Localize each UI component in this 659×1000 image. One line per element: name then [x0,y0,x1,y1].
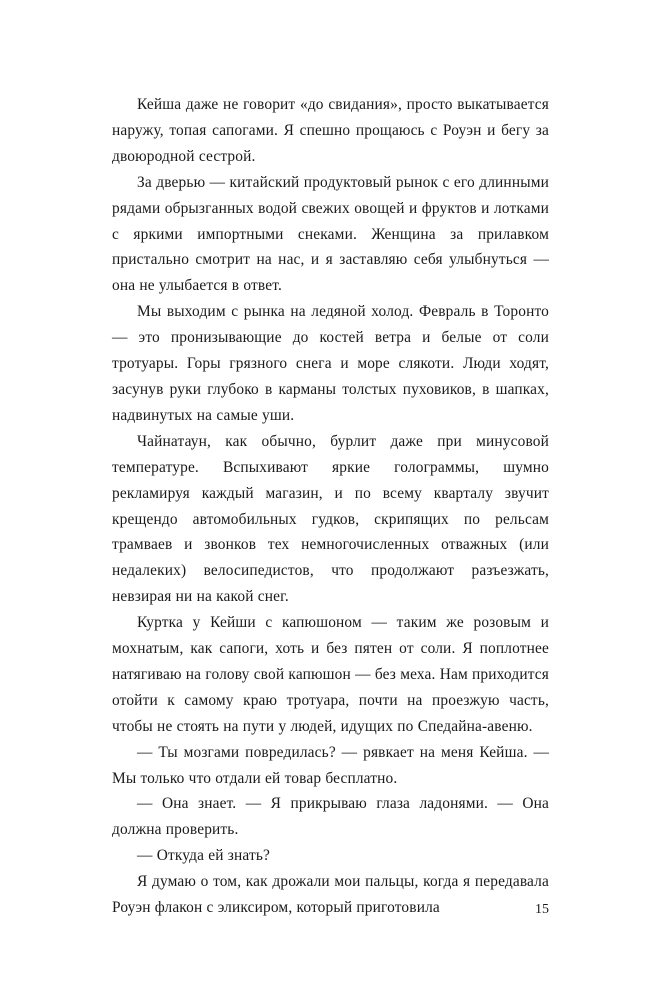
paragraph: Я думаю о том, как дрожали мои пальцы, когда я передавала Роуэн флакон с эликсиром, который приготовила [112,873,549,917]
paragraph: За дверью — китайский продуктовый рынок с его длинными рядами обрызганных водой свежих овощей и фруктов и лотками с яркими импортными снеками. Женщина за прилавком пристально смотрит на нас, и я заставляю себя улыбнуться — она не улыбается в ответ. [112,173,549,295]
paragraph: Куртка у Кейши с капюшоном — таким же розовым и мохнатым, как сапоги, хоть и без пятен от соли. Я поплотнее натягиваю на голову свой капюшон — без меха. Нам приходится отойти к самому краю тротуара, почти на проезжую часть, чтобы не стоять на пути у людей, идущих по Спедайна-авеню. [112,614,549,735]
paragraph: Кейша даже не говорит «до свидания», просто выкатывается наружу, топая сапогами. Я спешно прощаюсь с Роуэн и бегу за двоюродной сестрой. [112,96,549,165]
paragraph-dialogue: — Она знает. — Я прикрываю глаза ладонями. — Она должна проверить. [112,795,549,839]
paragraph: Мы выходим с рынка на ледяной холод. Февраль в Торонто — это пронизывающие до костей ветра и белые от соли тротуары. Горы грязного снега и море слякоти. Люди ходят, засунув руки глубоко в карманы толстых пуховиков, в шапках, надвинутых на самые уши. [112,303,549,424]
paragraph-dialogue: — Ты мозгами повредилась? — рявкает на меня Кейша. — Мы только что отдали ей товар бесплатно. [112,743,549,787]
paragraph: Чайнатаун, как обычно, бурлит даже при минусовой температуре. Вспыхивают яркие голограммы, шумно рекламируя каждый магазин, и по всему кварталу звучит крещендо автомобильных гудков, скрипящих по рельсам трамваев и звонков тех немногочисленных отважных (или недалеких) велосипедистов, что продолжают разъезжать, невзирая ни на какой снег. [112,432,549,606]
body-text-block [112,92,549,921]
page-number: 15 [535,902,549,917]
paragraph-dialogue: — Откуда ей знать? [137,847,271,865]
